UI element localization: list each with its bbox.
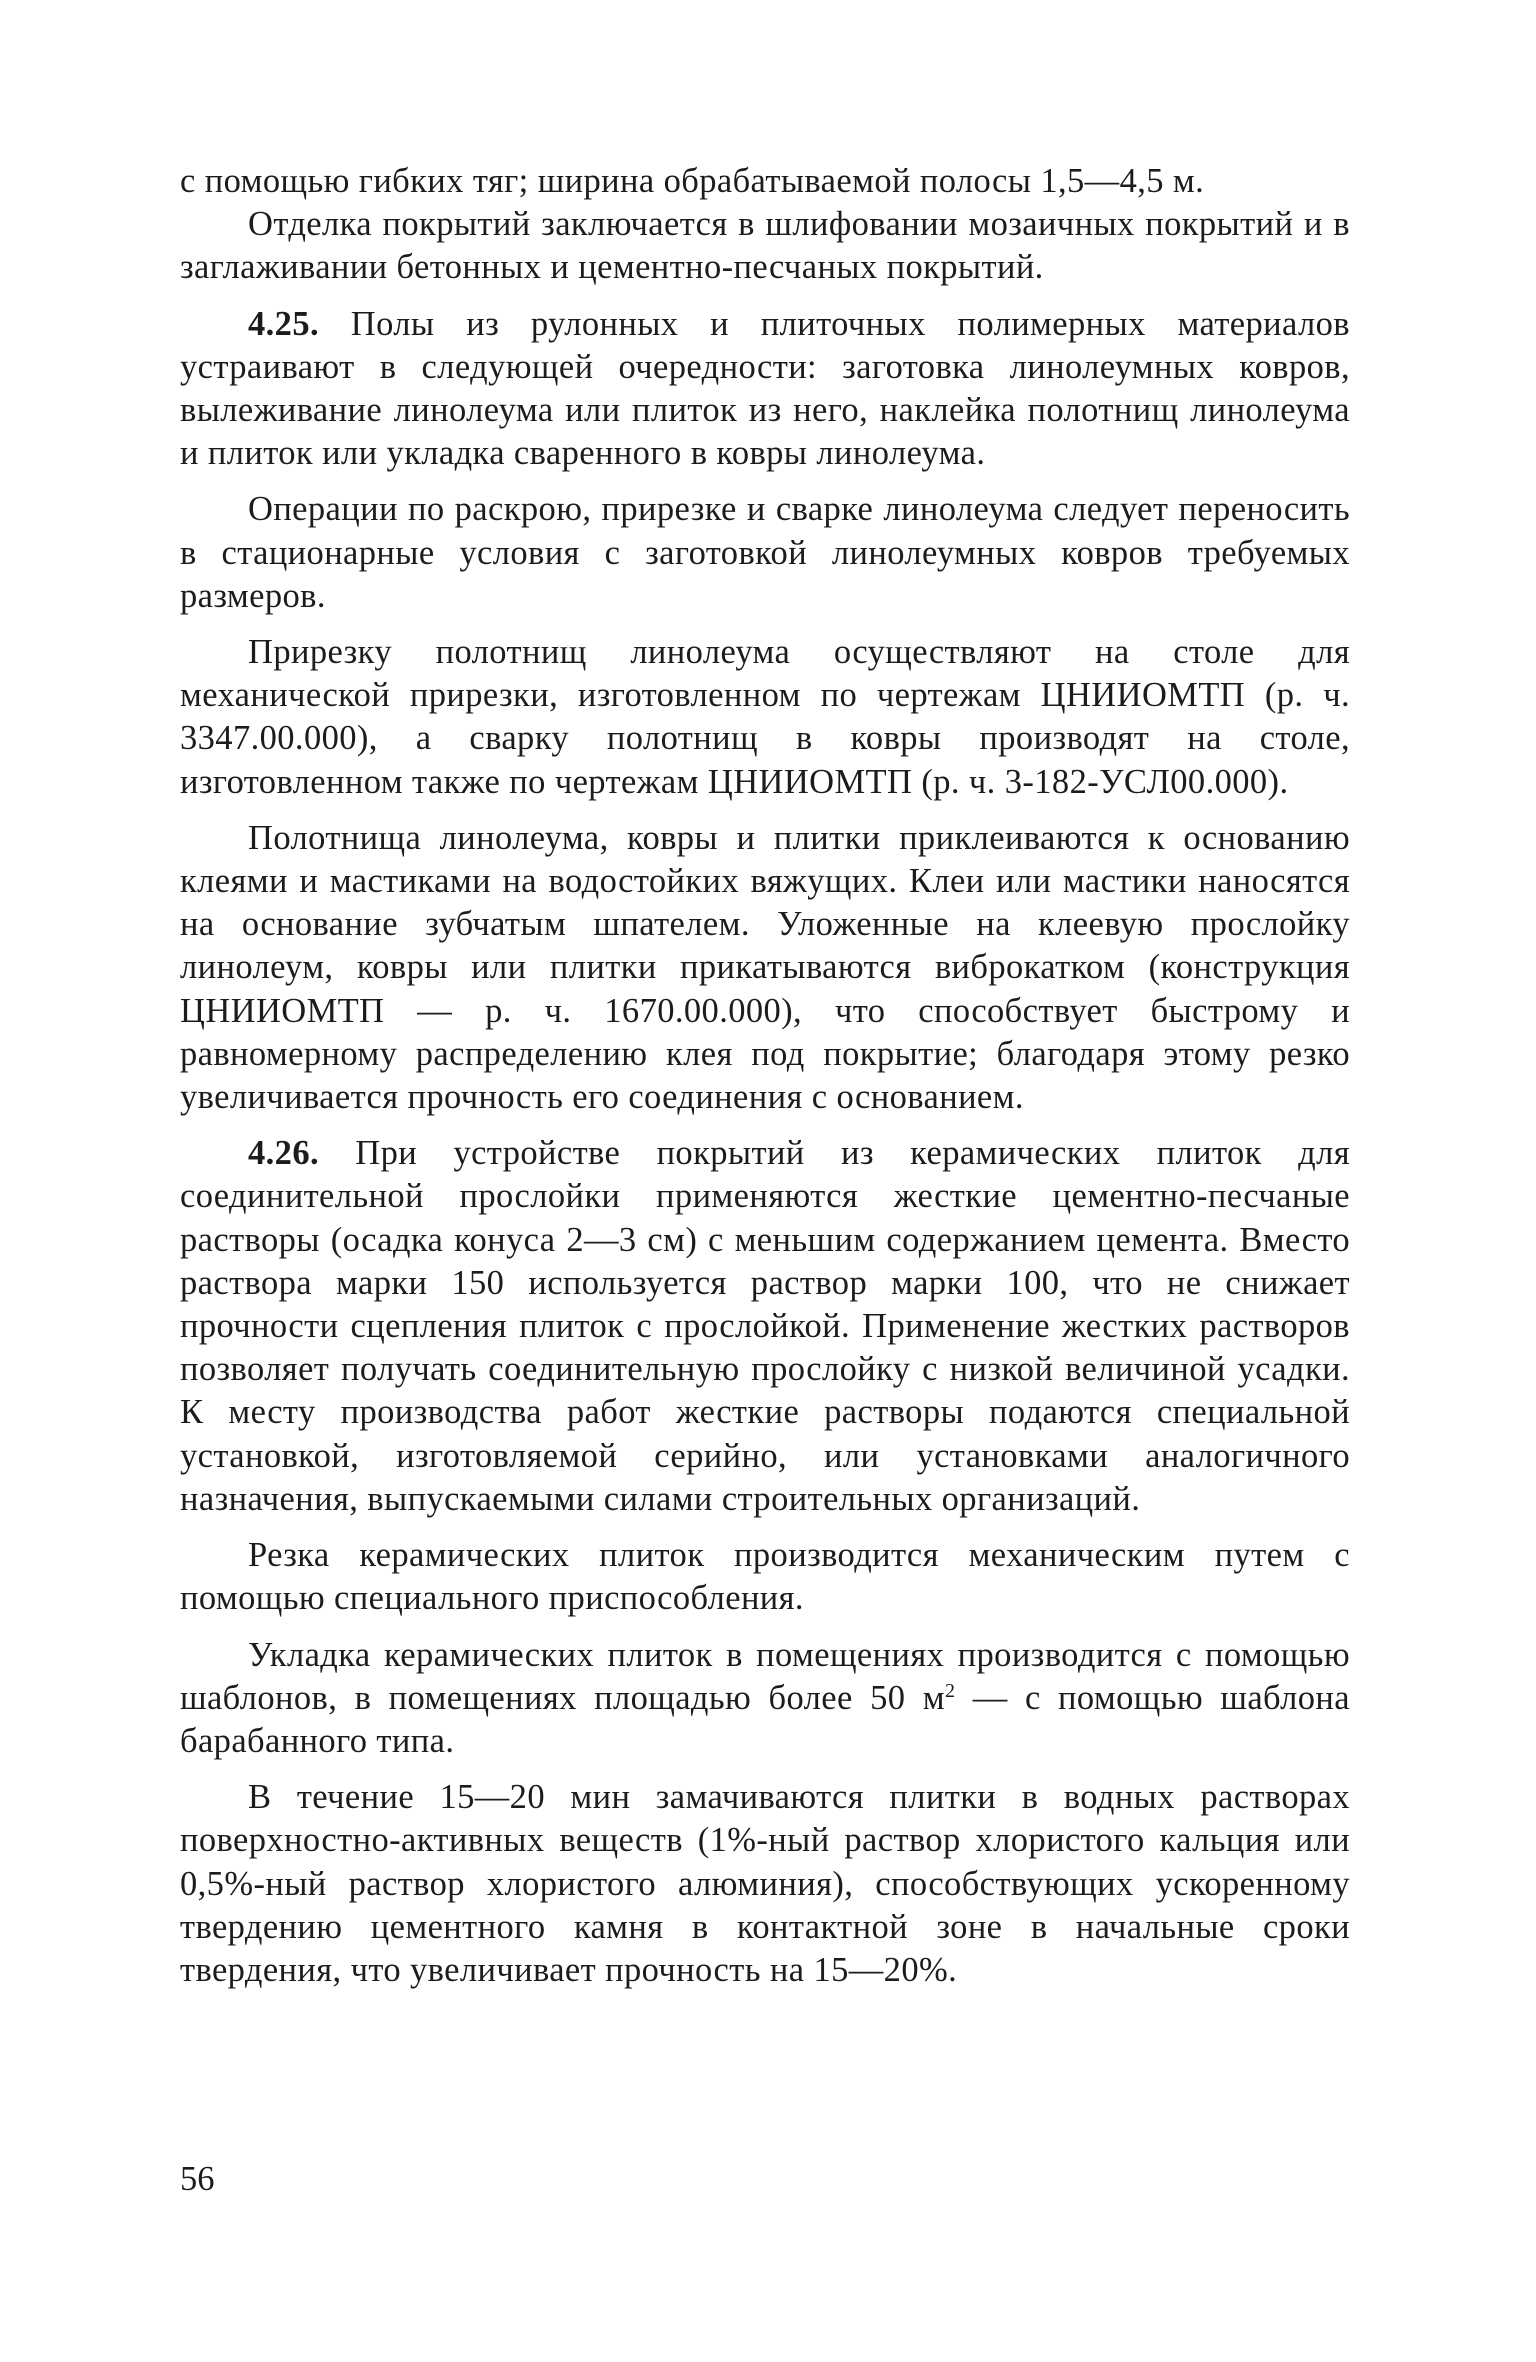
paragraph-finishing <box>180 203 1350 289</box>
paragraph-tile-cutting <box>180 1534 1350 1620</box>
paragraph-text: При устройстве покрытий из керамических плиток для соединительной прослойки применяются жесткие цементно-песчаные растворы (осадка конуса 2—3 см) с меньшим содержанием цемента. Вместо раствора марки 150 используется раствор марки 100, что не снижает прочности сцепления плиток с прослойкой. Применение жестких растворов позволяет получать соединительную прослойку с низкой величиной усадки. К месту производства работ жесткие растворы подаются специальной установкой, изготовляемой серийно, или установками аналогичного назначения, выпускаемыми силами строительных организаций. <box>180 1134 1350 1518</box>
paragraph-text: Укладка керамических плиток в помещениях производится с помощью шаблонов, в помещениях площадью более 50 м <box>180 1635 1350 1717</box>
paragraph-text: Прирезку полотнищ линолеума осуществляют на столе для механической прирезки, изготовленном по чертежам ЦНИИОМТП (р. ч. 3347.00.000), а сварку полотнищ в ковры производят на столе, изготовленном также по чертежам ЦНИИОМТП (р. ч. 3-182-УСЛ00.000). <box>180 633 1350 801</box>
paragraph-text: Резка керамических плиток производится механическим путем с помощью специального приспособления. <box>180 1536 1350 1618</box>
paragraph-text: В течение 15—20 мин замачиваются плитки в водных растворах поверхностно-активных веществ (1%-ный раствор хлористого кальция или 0,5%-ный раствор хлористого алюминия), способствующих ускоренному твердению цементного камня в контактной зоне в начальные сроки твердения, что увеличивает прочность на 15—20%. <box>180 1778 1350 1989</box>
paragraph-text: Операции по раскрою, прирезке и сварке линолеума следует переносить в стационарные условия с заготовкой линолеумных ковров требуемых размеров. <box>180 490 1350 615</box>
paragraph-text: Отделка покрытий заключается в шлифовании мозаичных покрытий и в заглаживании бетонных и цементно-песчаных покрытий. <box>180 205 1350 287</box>
page-number: 56 <box>180 2160 215 2198</box>
superscript: 2 <box>944 1679 956 1702</box>
paragraph-tile-laying <box>180 1634 1350 1764</box>
paragraph-cutting-operations <box>180 488 1350 618</box>
paragraph-soaking <box>180 1776 1350 1992</box>
section-number: 4.26. <box>248 1134 319 1173</box>
paragraph-text: Полы из рулонных и плиточных полимерных материалов устраивают в следующей очередности: заготовка линолеумных ковров, вылеживание линолеума или плиток из него, наклейка полотнищ линолеума и плиток или укладка сваренного в ковры линолеума. <box>180 304 1350 473</box>
paragraph-trimming <box>180 631 1350 804</box>
paragraph-gluing <box>180 817 1350 1119</box>
document-page <box>180 160 1350 1992</box>
paragraph-text-tail: — с помощью шаблона барабанного типа. <box>180 1678 1350 1760</box>
section-number: 4.25. <box>248 304 319 343</box>
paragraph-text: с помощью гибких тяг; ширина обрабатываемой полосы 1,5—4,5 м. <box>180 162 1205 200</box>
paragraph-4-26 <box>180 1132 1350 1521</box>
paragraph-continued <box>180 160 1350 203</box>
paragraph-text: Полотнища линолеума, ковры и плитки приклеиваются к основанию клеями и мастиками на водостойких вяжущих. Клеи или мастики наносятся на основание зубчатым шпателем. Уложенные на клеевую прослойку линолеум, ковры или плитки прикатываются виброкатком (конструкция ЦНИИОМТП — р. ч. 1670.00.000), что способствует быстрому и равномерному распределению клея под покрытие; благодаря этому резко увеличивается прочность его соединения с основанием. <box>180 818 1350 1117</box>
paragraph-4-25 <box>180 303 1350 476</box>
